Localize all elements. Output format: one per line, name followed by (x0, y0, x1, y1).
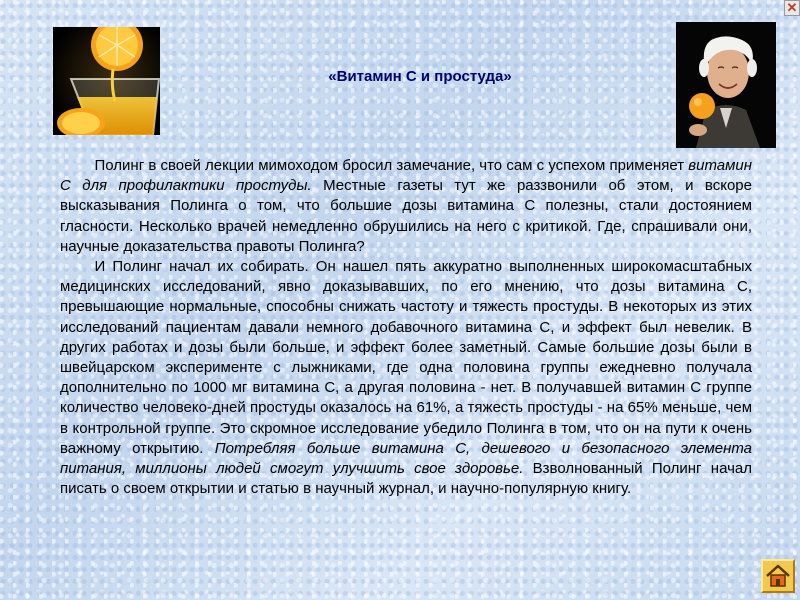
pauling-portrait-image (676, 22, 776, 148)
paragraph-2-emphasis: Потребляя больше витамина С, дешевого и безопасного элемента питания, миллионы людей смогут улучшить свое здоровье. (60, 439, 752, 478)
orange-juice-image (53, 27, 160, 135)
paragraph-1-text-a: Полинг в своей лекции мимоходом бросил замечание, что сам с успехом применяет (94, 157, 689, 174)
slide-title: «Витамин С и простуда» (328, 68, 512, 85)
close-icon: ✕ (786, 0, 798, 15)
paragraph-1-emphasis: витамин С для профилактики простуды. (60, 157, 752, 195)
slide-body (60, 156, 752, 499)
orange-juice-photo (53, 27, 160, 135)
pauling-portrait-photo (676, 22, 776, 148)
paragraph-2 (60, 257, 752, 499)
paragraph-1-text-b: Местные газеты тут же раззвонили об этом, и вскоре высказывания Полинга о том, что большие дозы витамина С полезны, стали достоянием гласности. Несколько врачей немедленно обрушились на него с критикой. Где, спрашивали они, научные доказательства правоты Полинга? (60, 177, 752, 255)
paragraph-2-text-a: И Полинг начал их собирать. Он нашел пять аккуратно выполненных широкомасштабных медицинских исследований, явно доказывавших, по его мнению, что дозы витамина С, превышающие нормальные, способны снижать частоту и тяжесть простуды. В некоторых из этих исследований пациентам давали немного добавочного витамина С, и эффект был невелик. В других работах и дозы были больше, и эффект более заметный. Самые большие дозы были в швейцарском эксперименте с лыжниками, где одна половина группы ежедневно получала дополнительно по 1000 мг витамина С, а другая половина - нет. В получавшей витамин С группе количество человеко-дней простуды оказалось на 61%, а тяжесть простуды - на 65% меньше, чем в контрольной группе. Это скромное исследование убедило Полинга в том, что он на пути к очень важному открытию. (60, 258, 752, 457)
paragraph-2-text-b: Взволнованный Полинг начал писать о своем открытии и статью в научный журнал, и научно-популярную книгу. (60, 460, 752, 498)
close-button[interactable] (784, 0, 800, 16)
home-icon (763, 561, 793, 591)
paragraph-1 (60, 156, 752, 257)
home-button[interactable] (761, 559, 795, 593)
